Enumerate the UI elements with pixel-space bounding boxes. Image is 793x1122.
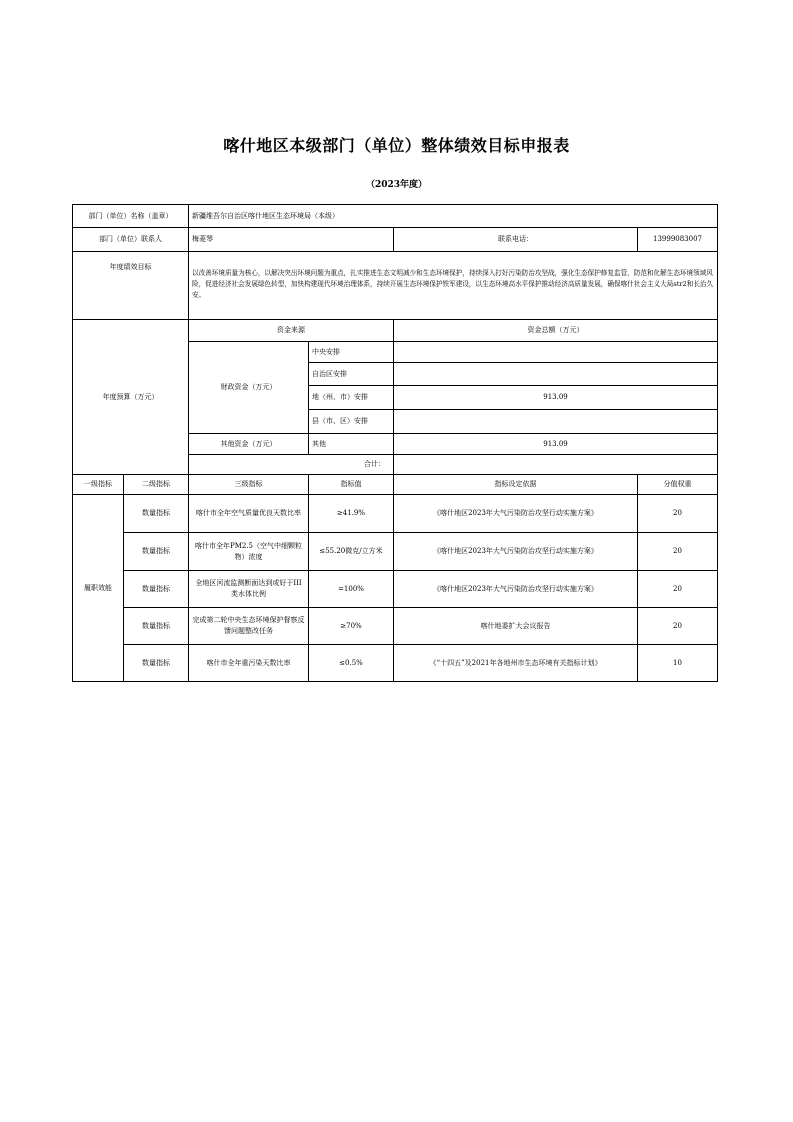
header-weight: 分值权重	[638, 475, 718, 495]
unit-name-row	[73, 205, 718, 228]
indicator-row	[73, 571, 718, 608]
budget-total-amount	[394, 455, 718, 475]
header-level1: 一级指标	[73, 475, 124, 495]
indicator-basis: 《“十四五”及2021年各地州市生态环境有关指标计划》	[394, 645, 638, 682]
phone-value: 13999083007	[638, 228, 718, 252]
level3-indicator: 喀什市全年重污染天数比率	[189, 645, 309, 682]
indicator-basis: 喀什地委扩大会议报告	[394, 608, 638, 645]
goal-label: 年度绩效目标	[73, 252, 189, 320]
indicator-header-row	[73, 475, 718, 495]
budget-label: 年度预算（万元）	[73, 320, 189, 475]
other-funds-label: 其他资金（万元）	[189, 434, 309, 455]
goal-row	[73, 252, 718, 320]
level2-indicator: 数量指标	[124, 608, 189, 645]
contact-row	[73, 228, 718, 252]
page-title: 喀什地区本级部门（单位）整体绩效目标申报表	[223, 136, 570, 155]
level3-indicator: 喀什市全年PM2.5（空气中细颗粒物）浓度	[189, 533, 309, 571]
header-value: 指标值	[309, 475, 394, 495]
level2-indicator: 数量指标	[124, 645, 189, 682]
total-header: 资金总额（万元）	[394, 320, 718, 342]
budget-amount-central	[394, 342, 718, 363]
budget-total-label: 合计：	[189, 455, 394, 475]
budget-source-region: 自治区安排	[309, 363, 394, 386]
performance-table	[72, 204, 717, 687]
other-funds-amount: 913.09	[394, 434, 718, 455]
indicator-weight: 10	[638, 645, 718, 682]
header-basis: 指标设定依据	[394, 475, 638, 495]
indicator-basis: 《喀什地区2023年大气污染防治攻坚行动实施方案》	[394, 571, 638, 608]
indicator-value: ≤0.5%	[309, 645, 394, 682]
budget-source-prefecture: 地（州、市）安排	[309, 386, 394, 410]
unit-name-label: 部门（单位）名称（盖章）	[73, 205, 189, 228]
other-funds-name: 其他	[309, 434, 394, 455]
indicator-weight: 20	[638, 495, 718, 533]
header-level3: 三级指标	[189, 475, 309, 495]
source-header: 资金来源	[189, 320, 394, 342]
unit-name-value: 新疆维吾尔自治区喀什地区生态环境局（本级）	[189, 205, 718, 228]
budget-source-county: 县（市、区）安排	[309, 410, 394, 434]
budget-amount-region	[394, 363, 718, 386]
budget-amount-prefecture: 913.09	[394, 386, 718, 410]
indicator-weight: 20	[638, 571, 718, 608]
year-label: （2023年度）	[365, 180, 428, 190]
level2-indicator: 数量指标	[124, 533, 189, 571]
contact-value: 梅菱琴	[189, 228, 394, 252]
level3-indicator: 喀什市全年空气质量优良天数比率	[189, 495, 309, 533]
indicator-basis: 《喀什地区2023年大气污染防治攻坚行动实施方案》	[394, 533, 638, 571]
indicator-weight: 20	[638, 533, 718, 571]
indicator-basis: 《喀什地区2023年大气污染防治攻坚行动实施方案》	[394, 495, 638, 533]
level3-indicator: 完成第二轮中央生态环境保护督察反馈问题整改任务	[189, 608, 309, 645]
fiscal-label: 财政资金（万元）	[189, 342, 309, 434]
phone-label: 联系电话：	[394, 228, 638, 252]
level2-indicator: 数量指标	[124, 571, 189, 608]
indicator-value: =100%	[309, 571, 394, 608]
level1-indicator: 履职效能	[73, 495, 124, 682]
goal-text: 以改善环境质量为核心，以解决突出环境问题为重点，扎实推进生态文明减少和生态环境保护，持续深入打好污染防治攻坚战，强化生态保护修复监管，防范和化解生态环境领域风险，促进经济社会发展绿色转型，加快构建现代环境治理体系，持续开展生态环境保护铁军建设，以生态环境高水平保护推动经济高质量发展，确保喀什社会主义大局str2和长治久安。	[189, 252, 718, 320]
budget-amount-county	[394, 410, 718, 434]
header-level2: 二级指标	[124, 475, 189, 495]
indicator-value: ≥70%	[309, 608, 394, 645]
budget-source-central: 中央安排	[309, 342, 394, 363]
budget-header-row	[73, 320, 718, 342]
indicator-row	[73, 645, 718, 682]
level2-indicator: 数量指标	[124, 495, 189, 533]
indicator-value: ≤55.20微克/立方米	[309, 533, 394, 571]
indicator-row	[73, 533, 718, 571]
level3-indicator: 全地区河流监测断面达到或好于III类水体比例	[189, 571, 309, 608]
indicator-weight: 20	[638, 608, 718, 645]
indicator-row	[73, 608, 718, 645]
indicator-row	[73, 495, 718, 533]
contact-label: 部门（单位）联系人	[73, 228, 189, 252]
indicator-value: ≥41.9%	[309, 495, 394, 533]
